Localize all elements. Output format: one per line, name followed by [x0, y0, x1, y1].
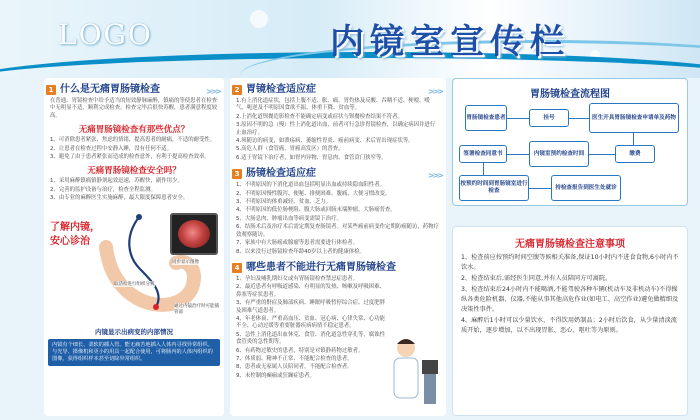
label-screen: 同步显示图像: [172, 259, 199, 265]
list-item: 3、由专业的麻醉医生实施麻醉，最大限度保障患者安全。: [50, 195, 189, 202]
section-title-what: [44, 82, 224, 98]
section-title-contraindications: [230, 260, 446, 276]
flow-node-prescription: 医生开具胃肠镜检查申请单及药物: [589, 103, 679, 133]
list-item: 3、不明原因的体重减轻、贫血、乏力。: [236, 199, 332, 206]
section-text-colonoscopy: [230, 182, 446, 256]
list-item: 1、不明原因的下消化道出血包括明显出血或持续隐血阳性者。: [236, 182, 385, 189]
endoscope-illustration: [44, 207, 224, 325]
flow-node-payment: 缴费: [615, 145, 655, 163]
flow-arrow: [507, 118, 529, 119]
section-title-text: 肠镜检查适应症: [246, 168, 316, 180]
column-intro: [44, 78, 224, 416]
list-item: 7、家族中有大肠癌或腺瘤等患者需要进行体检者。: [236, 240, 359, 247]
list-item: 2.上消化道钡餐造影检查不能确定病变或症状与钡餐检查结果不符者。: [236, 113, 403, 120]
section-title-text: 什么是无痛胃肠镜检查: [60, 84, 160, 95]
paragraph: 在普通、胃镜检查中给予适当的短效静脉麻醉，镇痛的等使患者在检查中无明显不适，顺利完成检查。检查完毕后很快苏醒，患者满意程度较高。: [50, 98, 218, 119]
list-item: 6.适于胃镜下治疗者，如胃内异物、胃息肉、食管贲门狭窄等。: [236, 154, 387, 161]
section-title-gastroscopy: [230, 82, 446, 98]
list-item: 8、以来没行过肠镜检查年龄40岁以上者的健康体检。: [236, 248, 365, 255]
decor-bubble: [250, 10, 268, 28]
logo-text: LOGO: [58, 18, 153, 51]
flow-node-patient: 胃肠镜检查患者: [465, 105, 507, 131]
doctor-illustration: [386, 330, 444, 410]
flow-node-appointment: 内镜室预约检查时间: [529, 141, 589, 167]
list-item: 9、未控制的癫痫或狂躁症患者。: [236, 372, 315, 379]
list-item: 2、最近患者有呼吸道感染、有明显的发热、咳嗽及呼吸困难、鼻塞等症状患者。: [236, 284, 385, 298]
list-item: 8、患者或无家属人员陪同者，不能配合检查者。: [236, 364, 353, 371]
list-item: 3.原因不明的急（慢）性上消化道出血，前者可行急诊胃镜检查，以确定病因并进行止血治疗。: [236, 122, 436, 136]
subsection-text-safety: [44, 178, 224, 202]
notice-item: 4、麻醉后1小时可以少量饮水，不得饮用奶制品；2小时后饮食，从少量清淡流质开始，逐步增加，以不出现胃胀、恶心、呕吐等为原则。: [461, 317, 677, 334]
list-item: 2、不明原因慢性腹泻、便秘、排便困难、腹痛、大便习惯改变。: [236, 190, 391, 197]
list-item: 4、不明原因的低位肠梗阻、腹大肠或回肠末端肿瘤、大肠癌普查。: [236, 207, 396, 214]
notice-item: 3、检查结束后24小时内不能喝酒,不能驾驶各种车辆(机动车及非机动车)不得操纵各类危险机器、仪器,不能从事其他高危作业(如电工、高空作业)避免做精细及决策性事件。: [461, 286, 679, 313]
monitor-image: [170, 213, 218, 255]
list-item: 1、可消除患者紧张、焦虑的情绪，提高患者的耐痛，不适的耐受性。: [50, 137, 216, 144]
subsection-title-safety: 无痛胃肠镜检查安全吗？: [87, 166, 181, 177]
notice-list: [453, 250, 687, 336]
flow-node-register: 挂号: [529, 109, 569, 127]
flow-arrow: [529, 188, 551, 189]
notice-panel: [452, 226, 688, 416]
notice-item: 2、检查结束后,需经医生同意,并有人员陪同方可离院。: [461, 275, 612, 282]
flowchart-title: 胃肠镜检查流程图: [530, 89, 610, 100]
section-title-colonoscopy: [230, 166, 446, 182]
flow-arrow: [633, 133, 634, 145]
flow-node-report: 持检查报告到医生处就诊: [551, 175, 621, 201]
list-item: 4、年老体衰、严重高血压、贫血、冠心病、心律失常、心功能不全、心动过缓等重要脏器疾病病情不稳定患者。: [236, 315, 385, 330]
list-item: 1、孕妇及哺乳期妇女或有胃肠镜检查禁忌症患者。: [236, 275, 359, 282]
section-title-text: 哪些患者不能进行无痛胃肠镜检查: [246, 261, 396, 273]
section-text-gastroscopy: [230, 98, 446, 162]
section-number-badge: 3: [232, 169, 242, 179]
header-banner: [0, 0, 700, 78]
flow-arrow: [569, 118, 589, 119]
section-text-what: [44, 98, 224, 120]
chevrons-icon: >>>: [205, 87, 220, 96]
label-passage: 通过内镜治疗时可能插管部: [174, 303, 222, 315]
slogan-text: 了解内镜，安心诊治: [50, 221, 100, 247]
flowchart-panel: [452, 78, 688, 206]
flow-arrow: [589, 154, 615, 155]
notice-title: 无痛胃肠镜检查注意事项: [515, 239, 625, 250]
list-item: 3、避免了由于患者紧张而造成的检查意外，有利于提高检查效率。: [50, 154, 210, 161]
flow-arrow: [483, 163, 484, 175]
section-number-badge: 4: [232, 263, 242, 273]
chevrons-icon: >>>: [427, 87, 442, 96]
flow-arrow: [507, 154, 529, 155]
list-item: 5、大肠息肉、肿瘤出血等病变需镜下治疗。: [236, 215, 342, 222]
section-number-badge: 1: [46, 85, 56, 95]
column-indications: [230, 78, 446, 416]
list-item: 4.须随访的病变，如溃疡病、萎缩性胃炎、癌前病变、术后胃出现症状等。: [236, 138, 414, 145]
section-number-badge: 2: [232, 85, 242, 95]
illustration-caption: 内镜显示出病变的内部情况: [95, 327, 173, 336]
endoscope-description: 内镜有个细长、柔软的插入管。能无痛苦地插入人体内寻找异常组织。与光导、摄像机和更小的用具一起配合使用，可将肠内的人体内组织的图像，获得组织样本甚至切除异常组织。: [48, 339, 220, 366]
column-process: [452, 78, 688, 416]
label-biopsy: 取活检进行组织分析: [114, 281, 155, 287]
page-title: 内镜室宣传栏: [330, 22, 570, 62]
section-title-text: 胃镜检查适应症: [246, 84, 316, 95]
list-item: 2、完善的监护设备与治疗，检查全程监测。: [50, 186, 156, 193]
list-item: 1、采用麻醉镇痛镇静剂起效迅速，苏醒快，副作用少。: [50, 178, 183, 185]
flow-node-consent: 签署检查同意书: [459, 145, 507, 163]
list-item: 5、急性上消化道出血休克、食管、消化道急性穿孔等，腐蚀性食管炎的急性期等。: [236, 331, 385, 346]
notice-item: 1、检查前应按预约时间空腹等候相关准备,保证10小时内不进食食物,6小时内不饮水。: [461, 254, 679, 271]
chevrons-icon: >>>: [427, 171, 442, 181]
flow-node-examination: 按预约时间到胃肠镜室进行检查: [459, 175, 529, 201]
list-item: 6、结肠术后及治疗术后需定期复查肠镜者。对某些癌前病变作定期防癌随访，药物疗效观察随访。: [236, 224, 439, 238]
subsection-text-advantages: [44, 137, 224, 161]
list-item: 3、有严重的鼾症及肺部疾病、睡眠呼吸暂停综合症、过度肥胖及困难气道患者。: [236, 300, 385, 314]
list-item: 2、让患者在检查过程中安静入睡，没有任何不适。: [50, 145, 173, 152]
list-item: 1.有上消化道症状，包括上腹不适、胀、痛、胃灼热及反酸、吞咽不适、梗噎、嗳气、呃逆及不明原因食欲不振、体重下降、贫血等。: [236, 98, 430, 112]
list-item: 7、体质弱、精神不正常、不能配合检查的患者。: [236, 355, 353, 362]
subsection-title-advantages: 无痛胃肠镜检查有那些优点？: [78, 125, 190, 136]
list-item: 6、有药物过敏史的患者，特别是对镇静药物过敏者。: [236, 347, 364, 354]
list-item: 5.高危人群（食管癌、胃癌高发区）的普查。: [236, 146, 344, 153]
